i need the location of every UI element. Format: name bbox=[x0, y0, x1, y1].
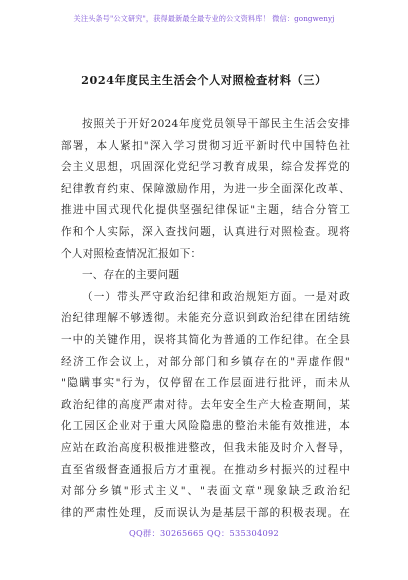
body-line: 推进中国式现代化提供坚强纪律保证"主题，结合分管工 bbox=[61, 204, 350, 217]
watermark-banner: 关注头条号"公文研究"，获得最新最全最专业的公文资料库！ 微信：gongwenyj bbox=[73, 14, 335, 23]
body-line: 纪律教育约束、保障激励作用，为进一步全面深化改革、 bbox=[61, 182, 350, 195]
footer-contact: QQ群：30265665 QQ：535304092 bbox=[128, 528, 280, 538]
body-line: 治纪律理解不够透彻。未能充分意识到政治纪律在团结统 bbox=[61, 312, 350, 325]
body-line: 对部分乡镇"形式主义"、"表面文章"现象缺乏政治纪 bbox=[61, 485, 350, 498]
body-line: "隐瞒事实"行为，仅停留在工作层面进行批评，而未从 bbox=[61, 377, 350, 390]
body-line: 应站在政治高度积极推进整改，但我未能及时介入督导， bbox=[61, 441, 350, 454]
section-heading: 一、存在的主要问题 bbox=[82, 269, 180, 282]
body-line: 经济工作会议上，对部分部门和乡镇存在的"弄虚作假" bbox=[61, 355, 350, 368]
body-line: 直至省级督查通报后方才重视。在推动乡村振兴的过程中 bbox=[61, 463, 350, 476]
document-body bbox=[61, 114, 350, 524]
body-line: 个人对照检查情况汇报如下： bbox=[61, 247, 202, 260]
body-line: 作和个人实际，深入查找问题，认真进行对照检查。现将 bbox=[61, 225, 350, 238]
body-line: 化工园区企业对于重大风险隐患的整治未能有效推进，本 bbox=[61, 420, 350, 433]
body-line: 部署，本人紧扣"深入学习贯彻习近平新时代中国特色社 bbox=[61, 139, 350, 152]
body-line: 会主义思想，巩固深化党纪学习教育成果，综合发挥党的 bbox=[61, 161, 350, 174]
body-line: （一）带头严守政治纪律和政治规矩方面。一是对政 bbox=[82, 290, 350, 303]
body-line: 按照关于开好2024年度党员领导干部民主生活会安排 bbox=[82, 118, 350, 130]
body-line: 律的严肃性处理，反而误认为是基层干部的积极表现。在 bbox=[61, 506, 350, 519]
document-title: 2024年度民主生活会个人对照检查材料（三） bbox=[81, 73, 327, 87]
body-line: 政治纪律的高度严肃对待。去年安全生产大检查期间，某 bbox=[61, 398, 350, 411]
body-line: 一中的关键作用，误将其简化为普通的工作纪律。在全县 bbox=[61, 333, 350, 346]
